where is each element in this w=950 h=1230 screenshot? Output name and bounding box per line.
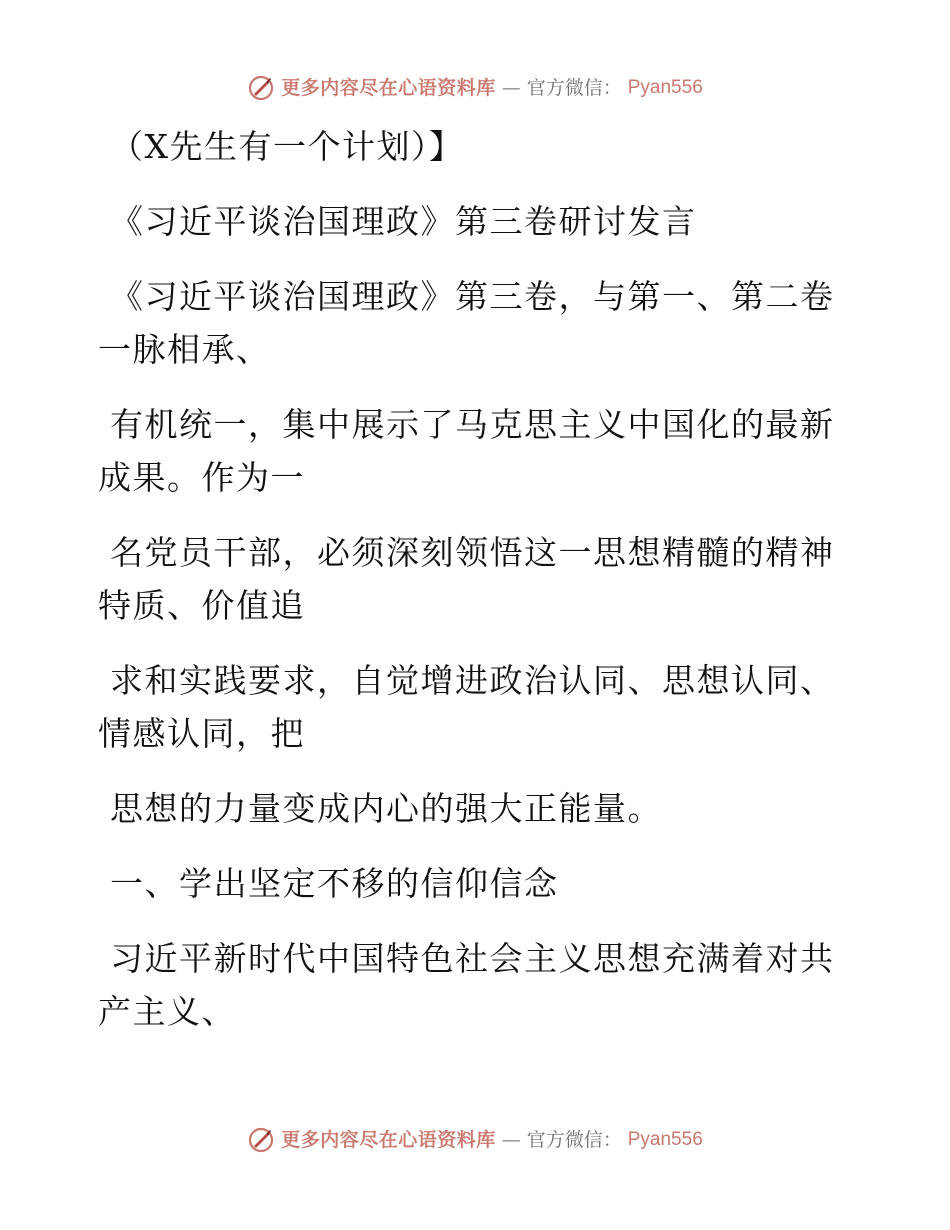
paragraph (98, 195, 838, 248)
paragraph (98, 398, 838, 504)
red-pen-quill-logo-icon (247, 74, 275, 102)
paragraph (98, 526, 838, 632)
paragraph (98, 120, 838, 173)
watermark-wechat-id: Pyan556 (627, 77, 703, 98)
text-line: 《习近平谈治国理政》第三卷研讨发言 (110, 202, 697, 241)
red-pen-quill-logo-icon (247, 1126, 275, 1154)
watermark-dash: — (501, 1129, 521, 1151)
paragraph (98, 654, 838, 760)
text-line: 习近平新时代中国特色社会主义思想充满着对共 (110, 939, 835, 978)
watermark-wechat-label: 官方微信： (526, 77, 622, 99)
paragraph (98, 932, 838, 1038)
text-line: 名党员干部，必须深刻领悟这一思想精髓的精神 (110, 533, 835, 572)
text-line: 有机统一，集中展示了马克思主义中国化的最新 (110, 405, 835, 444)
watermark-dash: — (501, 77, 521, 99)
watermark-site-text: 更多内容尽在心语资料库 (281, 1129, 496, 1151)
watermark-wechat-label: 官方微信： (526, 1129, 622, 1151)
text-line: 思想的力量变成内心的强大正能量。 (110, 789, 662, 828)
watermark-wechat-id: Pyan556 (627, 1129, 703, 1150)
watermark-site-text: 更多内容尽在心语资料库 (281, 77, 496, 99)
text-line: 一、学出坚定不移的信仰信念 (110, 864, 559, 903)
text-line: 产主义、 (98, 992, 236, 1031)
paragraph (98, 270, 838, 376)
text-line: 成果。作为一 (98, 458, 305, 497)
text-line: 求和实践要求，自觉增进政治认同、思想认同、 (110, 661, 835, 700)
section-heading (98, 857, 838, 910)
text-line: 一脉相承、 (98, 330, 271, 369)
text-line: 《习近平谈治国理政》第三卷，与第一、第二卷 (110, 277, 835, 316)
text-line: 特质、价值追 (98, 586, 305, 625)
footer-watermark (0, 1126, 950, 1154)
document-body (98, 120, 838, 1038)
header-watermark (0, 74, 950, 102)
text-line: （X先生有一个计划）】 (110, 127, 464, 166)
paragraph (98, 782, 838, 835)
text-line: 情感认同，把 (98, 714, 305, 753)
